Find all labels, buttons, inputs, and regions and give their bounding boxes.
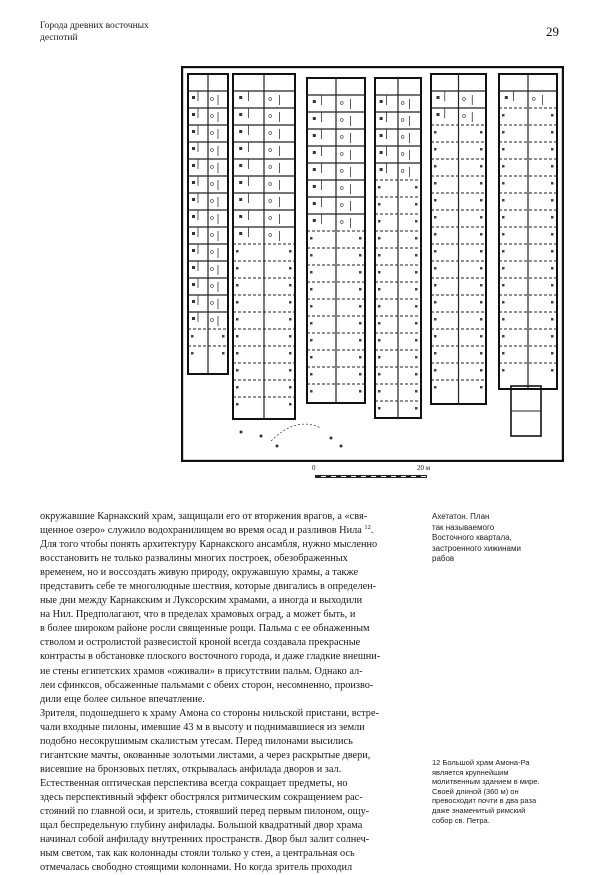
- text-line: временем, но и воссоздать живую природу, окружавшую храмы, а также: [40, 567, 359, 579]
- figure-caption: [432, 512, 572, 565]
- caption-line: Ахетатон. План: [432, 512, 490, 521]
- text-line: представить себе те многолюдные шествия, которые двигались в определен-: [40, 581, 377, 593]
- settlement-plan-figure: [181, 66, 564, 462]
- paragraph-3: [40, 707, 420, 777]
- caption-line: рабов: [432, 554, 455, 563]
- text-line: восстановить не только развалины многих построек, обезображенных: [40, 553, 348, 565]
- text-line: чали входные пилоны, имевшие 43 м в высоту и поднимавшиеся из земли: [40, 721, 365, 733]
- scale-bar-end-label: 20 м: [417, 464, 431, 472]
- footnote-line: 12 Большой храм Амона-Ра: [432, 758, 530, 767]
- text-line: стояний по главной оси, и зритель, стоявший перед первым пилоном, ощу-: [40, 805, 370, 817]
- caption-line: застроенного хижинами: [432, 543, 521, 553]
- text-line: стволом и остролистой развесистой кроной всегда создавала прекрасные: [40, 637, 361, 649]
- footnote-line: молитвенным зданием в мире.: [432, 777, 540, 787]
- footnote-reference: 12: [364, 524, 371, 532]
- footnote-line: собор св. Петра.: [432, 815, 490, 825]
- caption-line: Восточного квартала,: [432, 533, 512, 542]
- text-line: висевшие на бронзовых петлях, открывалась анфилада дворов и зал.: [40, 763, 342, 775]
- paragraph-2: [40, 538, 420, 707]
- paragraph-1: [40, 510, 420, 538]
- footnote-line: превосходит почти в два раза: [432, 796, 537, 806]
- scale-bar-zero-label: 0: [312, 464, 316, 472]
- page-number: 29: [546, 24, 559, 39]
- footnote-line: Своей длиной (360 м) он: [432, 786, 519, 796]
- text-line: ным светом, так как колоннады стояли только у стен, а центральная ось: [40, 848, 355, 860]
- footnote-line: даже знаменитый римский: [432, 805, 526, 815]
- footnote-line: является крупнейшим: [432, 767, 509, 777]
- caption-line: так называемого: [432, 522, 495, 532]
- paragraph-4: [40, 777, 420, 875]
- text-line: дили еще более сильное впечатление.: [40, 693, 205, 705]
- footnote: [432, 758, 572, 825]
- running-head-line-1: Города древних восточных: [40, 21, 149, 31]
- text-line-content: щенное озеро» служило водохранилищем во время осад и разливов Нила: [40, 525, 362, 537]
- text-line: щал беспредельную глубину анфилады. Большой квадратный двор храма: [40, 820, 363, 832]
- text-line: контрасты в обстановке плоского восточного города, и даже гладкие внешни-: [40, 651, 381, 663]
- text-line: начинал собой анфиладу внутренних пространств. Двор был залит солнеч-: [40, 834, 370, 846]
- text-line: гигантские мачты, окованные золотыми листами, а через раскрытые двери,: [40, 749, 371, 761]
- text-line: в более широком районе росли священные рощи. Пальма с ее обнаженным: [40, 623, 370, 635]
- settlement-plan-drawing: [181, 66, 564, 462]
- body-text: [40, 510, 420, 875]
- sentence-end: .: [370, 525, 374, 537]
- text-line: подобно несокрушимым скалистым утесам. Перед пилонами высились: [40, 735, 353, 747]
- text-line: здесь перспективный эффект обострялся ритмическим сокращением рас-: [40, 791, 363, 803]
- text-line: леи сфинксов, обсаженные пальмами с обеих сторон, несомненно, произво-: [40, 679, 374, 691]
- text-line: окружавшие Карнакский храм, защищали его от вторжения врагов, а «свя-: [40, 511, 368, 522]
- text-line: ные дни между Карнакским и Луксорским храмами, а иногда и выходили: [40, 595, 363, 607]
- text-line: на Нил. Предполагают, что в пределах храмовых оград, а может быть, и: [40, 609, 356, 621]
- running-head-line-2: деспотий: [40, 33, 78, 43]
- text-line: Зрителя, подошедшего к храму Амона со стороны нильской пристани, встре-: [40, 707, 379, 719]
- scale-bar-graphic: [315, 475, 427, 478]
- text-line: ие стены египетских храмов «оживали» в присутствии пальм. Однако ал-: [40, 665, 363, 677]
- text-line: Естественная оптическая перспектива всегда сокращает предметы, но: [40, 777, 348, 789]
- scale-bar: [312, 464, 432, 480]
- text-line: Для того чтобы понять архитектуру Карнакского ансамбля, нужно мысленно: [40, 539, 378, 551]
- text-line: отмечалась свободно стоящими колоннами. Но когда зритель проходил: [40, 862, 353, 874]
- running-head: [40, 20, 240, 44]
- text-line: [40, 524, 420, 538]
